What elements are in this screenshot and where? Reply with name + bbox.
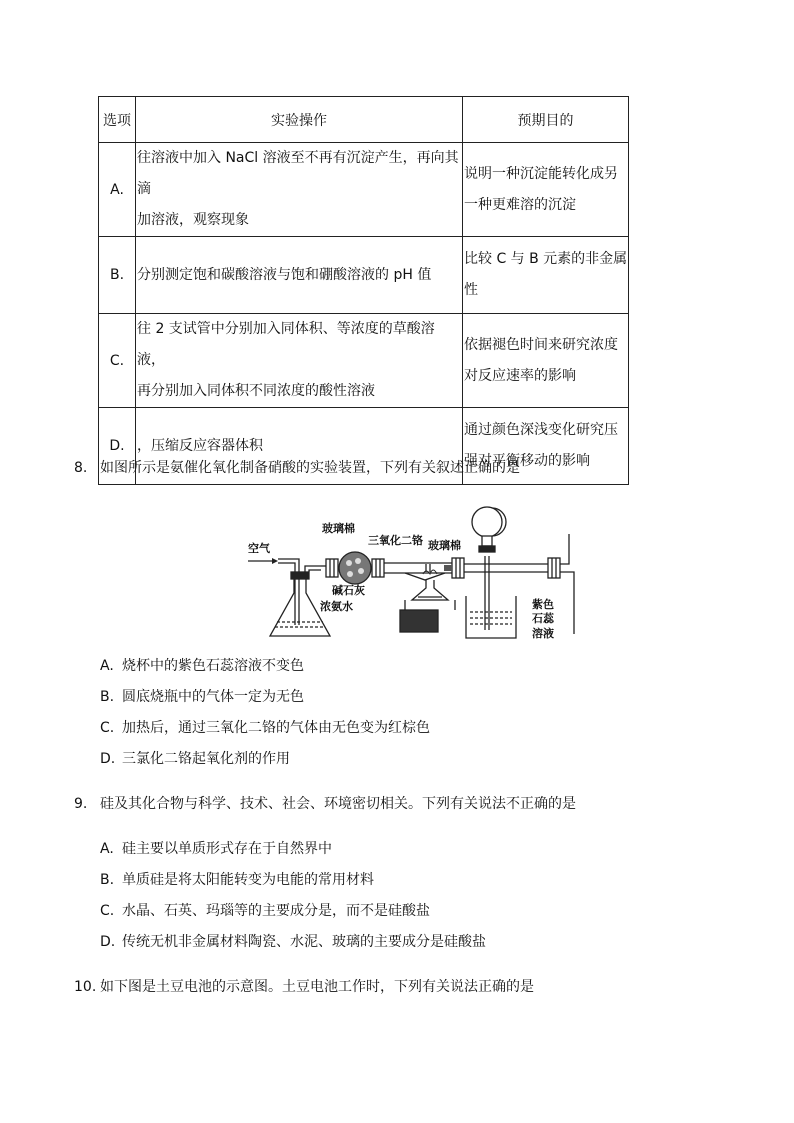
- option-label: B.: [100, 689, 115, 705]
- option-label: C.: [100, 720, 115, 736]
- question-9-stem: [74, 793, 576, 813]
- option-text: 硅主要以单质形式存在于自然界中: [122, 841, 332, 857]
- row-label: D.: [99, 408, 136, 485]
- experiment-table: [98, 96, 629, 485]
- header-option: 选项: [99, 97, 136, 143]
- question-text: 硅及其化合物与科学、技术、社会、环境密切相关。下列有关说法不正确的是: [100, 796, 576, 812]
- row-purpose-line: 强对平衡移动的影响: [464, 453, 590, 469]
- ammonia-oxidation-apparatus-figure: [230, 500, 790, 650]
- option-text: 烧杯中的紫色石蕊溶液不变色: [122, 658, 304, 674]
- option-label: C.: [100, 903, 115, 919]
- row-purpose-line: 一种更难溶的沉淀: [464, 196, 576, 213]
- q8-option-a[interactable]: [100, 655, 304, 675]
- row-purpose-line: 对反应速率的影响: [464, 367, 576, 384]
- row-label: C.: [99, 314, 136, 408]
- question-8-stem: [74, 457, 520, 477]
- label-chromium-oxide: 三氧化二铬: [368, 534, 423, 547]
- table-row: [99, 314, 629, 408]
- row-operation-line: 往溶液中加入 NaCl 溶液至不再有沉淀产生，再向其滴: [137, 150, 459, 197]
- option-label: B.: [100, 872, 115, 888]
- label-glass-wool-right: 玻璃棉: [428, 539, 461, 552]
- row-purpose: [463, 143, 629, 237]
- label-litmus-2: 石蕊: [532, 612, 554, 625]
- row-operation-line: 往 2 支试管中分别加入同体积、等浓度的草酸溶液，: [137, 321, 435, 368]
- row-purpose-line: 通过颜色深浅变化研究压: [464, 422, 618, 438]
- question-number: 10.: [74, 979, 97, 995]
- row-purpose: [463, 237, 629, 314]
- table-row: [99, 143, 629, 237]
- q8-option-d[interactable]: [100, 748, 290, 768]
- question-number: 8.: [74, 460, 88, 476]
- option-text: 单质硅是将太阳能转变为电能的常用材料: [122, 872, 374, 888]
- row-operation-line: 再分别加入同体积不同浓度的酸性溶液: [137, 383, 375, 399]
- q9-option-b[interactable]: [100, 869, 374, 889]
- q9-option-d[interactable]: [100, 931, 486, 951]
- label-litmus-3: 溶液: [532, 627, 554, 640]
- row-purpose: [463, 314, 629, 408]
- label-soda-lime: 碱石灰: [332, 584, 365, 597]
- row-operation-line: ，压缩反应容器体积: [137, 437, 263, 454]
- option-text: 加热后，通过三氧化二铬的气体由无色变为红棕色: [122, 720, 430, 736]
- q9-option-c[interactable]: [100, 900, 430, 920]
- row-operation-line: 加溶液，观察现象: [137, 212, 249, 228]
- label-glass-wool-left: 玻璃棉: [322, 522, 355, 535]
- option-label: D.: [100, 751, 116, 767]
- row-label: B.: [99, 237, 136, 314]
- row-purpose-line: 比较 C 与 B 元素的非金属: [464, 251, 628, 267]
- header-purpose: 预期目的: [463, 97, 629, 143]
- question-10-stem: [74, 976, 534, 996]
- label-air: 空气: [248, 542, 270, 555]
- row-operation: [136, 143, 463, 237]
- table-row: [99, 237, 629, 314]
- row-purpose-line: 依据褪色时间来研究浓度: [464, 336, 618, 353]
- row-operation: [136, 237, 463, 314]
- option-text: 水晶、石英、玛瑙等的主要成分是，而不是硅酸盐: [122, 903, 430, 919]
- option-label: A.: [100, 841, 114, 857]
- question-number: 9.: [74, 796, 88, 812]
- question-text: 如下图是土豆电池的示意图。土豆电池工作时，下列有关说法正确的是: [100, 979, 534, 995]
- option-label: A.: [100, 658, 114, 674]
- label-ammonia: 浓氨水: [320, 600, 353, 613]
- q8-option-b[interactable]: [100, 686, 304, 706]
- option-text: 三氯化二铬起氧化剂的作用: [122, 751, 290, 767]
- q8-option-c[interactable]: [100, 717, 430, 737]
- table-header-row: [99, 97, 629, 143]
- header-operation: 实验操作: [136, 97, 463, 143]
- row-purpose-line: 说明一种沉淀能转化成另: [464, 165, 618, 182]
- question-text: 如图所示是氨催化氧化制备硝酸的实验装置，下列有关叙述正确的是: [100, 460, 520, 476]
- row-label: A.: [99, 143, 136, 237]
- row-purpose-line: 性: [464, 282, 478, 298]
- label-litmus-1: 紫色: [532, 598, 554, 611]
- row-operation-line: 分别测定饱和碳酸溶液与饱和硼酸溶液的 pH 值: [137, 266, 432, 283]
- q9-option-a[interactable]: [100, 838, 332, 858]
- row-operation: [136, 314, 463, 408]
- option-label: D.: [100, 934, 116, 950]
- option-text: 圆底烧瓶中的气体一定为无色: [122, 689, 304, 705]
- option-text: 传统无机非金属材料陶瓷、水泥、玻璃的主要成分是硅酸盐: [122, 934, 486, 950]
